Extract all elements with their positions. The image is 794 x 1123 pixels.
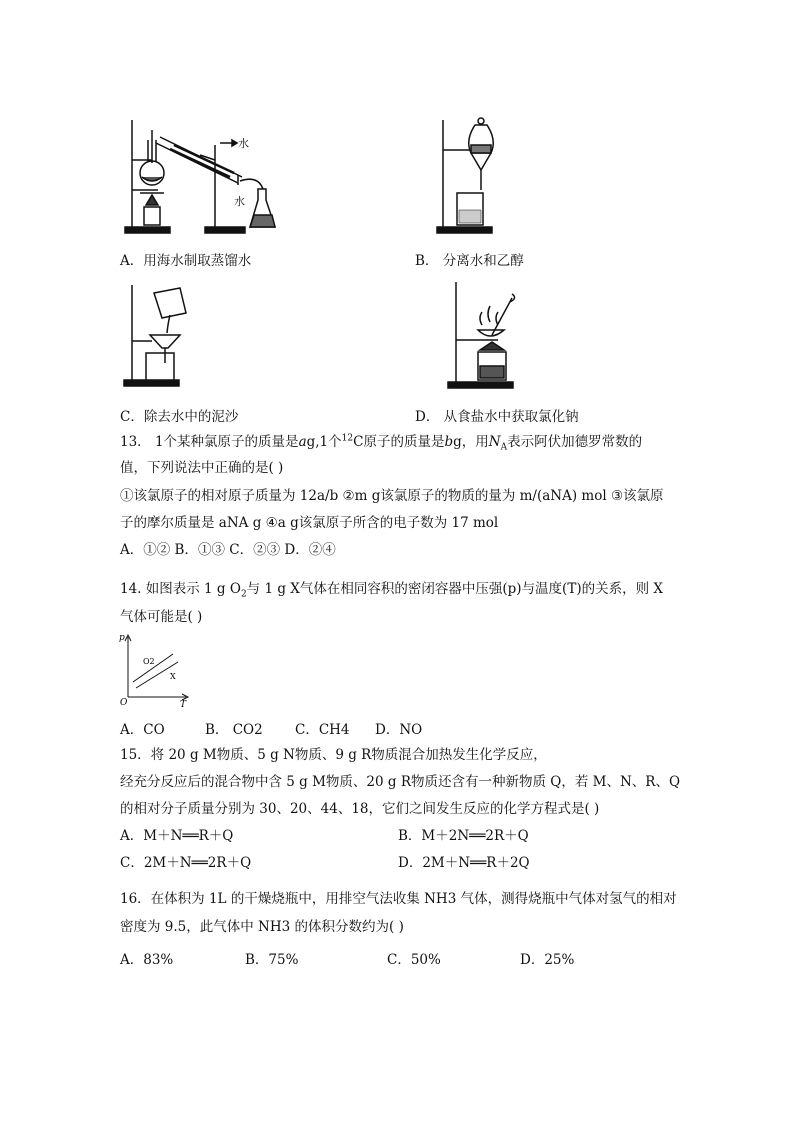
q16-option-a: A．83% [120, 952, 174, 968]
x-label: X [170, 672, 176, 681]
q13-options: A．①② B．①③ C．②③ D．②④ [120, 542, 336, 558]
option-d-caption: D． 从食盐水中获取氯化钠 [415, 409, 579, 425]
option-b-caption: B． 分离水和乙醇 [415, 253, 524, 269]
q16-option-c: C．50% [387, 952, 441, 968]
q13-line1: 13． 1个某种氯原子的质量是ag,1个$^{12}$C原子的质量是bg，用$N_A$表示阿伏加德罗常数的 [120, 433, 643, 453]
water-in-label: 水 [234, 195, 245, 208]
q16-line2: 密度为 9.5，此气体中 NH3 的体积分数约为( ) [120, 919, 404, 935]
filtration-figure [122, 283, 197, 393]
q14-line2: 气体可能是( ) [120, 609, 203, 625]
axis-origin: O [120, 698, 128, 708]
q15-line2: 经充分反应后的混合物中含 5 g M物质、20 g R物质还含有一种新物质 Q，若 M、N、R、Q [120, 774, 681, 790]
q15-option-c: C．2M＋N══2R＋Q [120, 855, 252, 871]
option-a-caption: A．用海水制取蒸馏水 [120, 253, 252, 269]
evaporation-figure [440, 280, 530, 395]
q14-option-a: A．CO [120, 722, 165, 738]
q16-option-d: D．25% [520, 952, 575, 968]
q15-line3: 的相对分子质量分别为 30、20、44、18，它们之间发生反应的化学方程式是( ) [120, 801, 600, 817]
q14-option-d: D．NO [375, 722, 423, 738]
o2-label: O2 [143, 657, 155, 666]
q15-option-b: B．M＋2N══2R＋Q [398, 828, 529, 844]
separatory-funnel-figure [435, 115, 505, 240]
q13-line2: 值，下列说法中正确的是( ) [120, 460, 284, 476]
q15-option-a: A．M＋N══R＋Q [120, 828, 234, 844]
pressure-temperature-graph [118, 632, 198, 712]
distillation-apparatus-figure [120, 115, 295, 240]
q15-option-d: D．2M＋N══R＋2Q [398, 855, 530, 871]
q15-line1: 15．将 20 g M物质、5 g N物质、9 g R物质混合加热发生化学反应， [120, 747, 547, 763]
option-c-caption: C．除去水中的泥沙 [120, 409, 239, 425]
q13-line3: ①该氯原子的相对原子质量为 12a/b ②m g该氯原子的物质的量为 m/(aNA) mol ③该氯原 [120, 488, 664, 504]
q14-option-c: C．CH4 [295, 722, 350, 738]
axis-t: T [180, 700, 187, 710]
q13-line4: 子的摩尔质量是 aNA g ④a g该氯原子所含的电子数为 17 mol [120, 515, 499, 531]
q16-option-b: B．75% [245, 952, 299, 968]
q14-line1: 14. 如图表示 1 g $O_2$与 1 g X气体在相同容积的密闭容器中压强(p)与温度(T)的关系，则 X [120, 581, 664, 600]
q14-option-b: B． CO2 [205, 722, 263, 738]
axis-p: p [119, 633, 125, 643]
water-out-label: 水 [238, 137, 249, 150]
q16-line1: 16．在体积为 1L 的干燥烧瓶中，用排空气法收集 NH3 气体，测得烧瓶中气体对氢气的相对 [120, 891, 677, 907]
